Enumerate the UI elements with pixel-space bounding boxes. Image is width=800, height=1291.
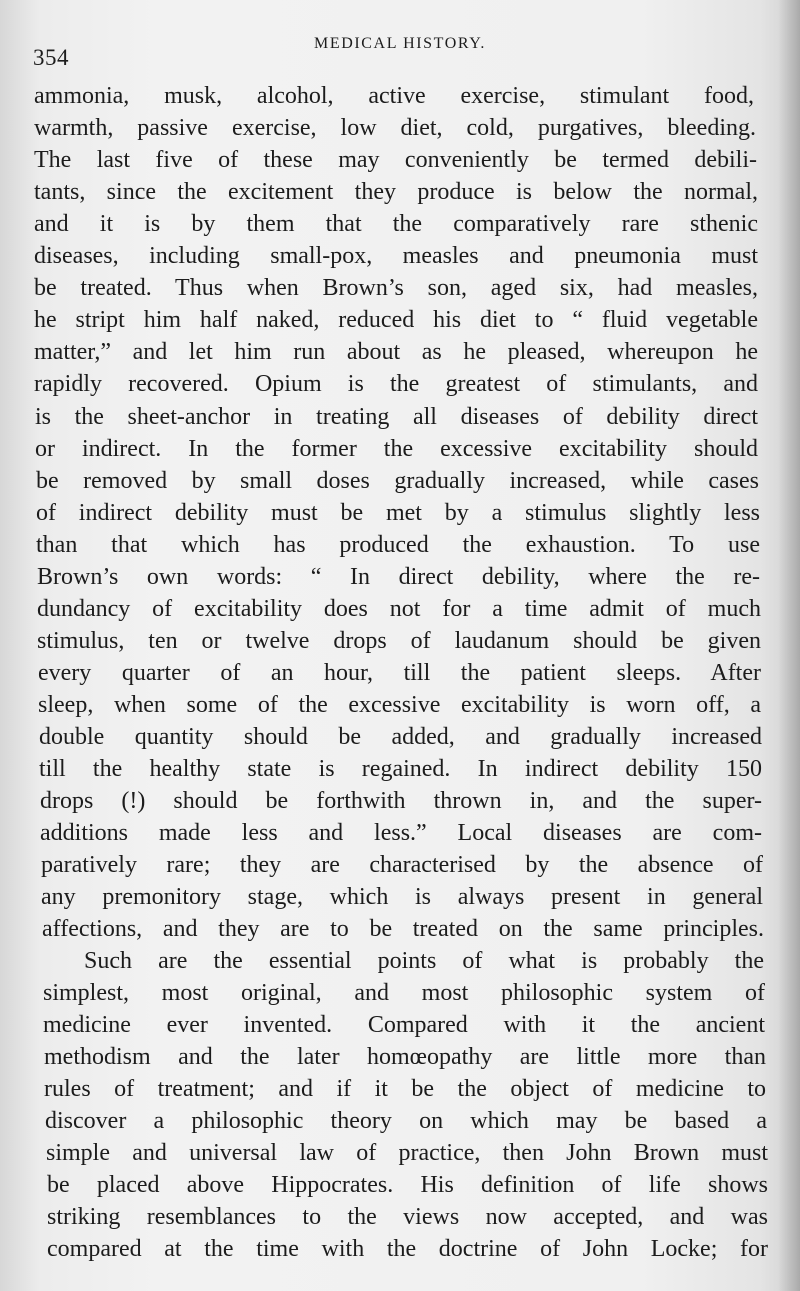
text-line: rapidly recovered. Opium is the greatest of stimulants, and <box>34 371 758 397</box>
text-line: ammonia, musk, alcohol, active exercise, stimulant food, <box>34 83 754 109</box>
text-line: till the healthy state is regained. In indirect debility 150 <box>39 756 762 782</box>
text-line: diseases, including small-pox, measles and pneumonia must <box>34 243 758 269</box>
text-line: additions made less and less.” Local diseases are com- <box>40 820 762 846</box>
text-line: striking resemblances to the views now accepted, and was <box>47 1204 768 1230</box>
page-number: 354 <box>33 45 69 70</box>
text-line: discover a philosophic theory on which may be based a <box>45 1108 767 1134</box>
text-line: The last five of these may conveniently be termed debili- <box>34 147 757 173</box>
text-line: be removed by small doses gradually increased, while cases <box>36 468 759 494</box>
text-line: of indirect debility must be met by a stimulus slightly less <box>36 500 760 526</box>
text-line: be treated. Thus when Brown’s son, aged six, had measles, <box>34 275 758 301</box>
text-line: warmth, passive exercise, low diet, cold, purgatives, bleeding. <box>34 115 756 141</box>
text-line: matter,” and let him run about as he pleased, whereupon he <box>34 339 758 365</box>
text-line: rules of treatment; and if it be the object of medicine to <box>44 1076 766 1102</box>
text-line: stimulus, ten or twelve drops of laudanum should be given <box>37 628 761 654</box>
text-line: paratively rare; they are characterised by the absence of <box>41 852 763 878</box>
text-line: every quarter of an hour, till the patient sleeps. After <box>38 660 761 686</box>
text-line: methodism and the later homœopathy are little more than <box>44 1044 766 1070</box>
text-line: be placed above Hippocrates. His definition of life shows <box>47 1172 768 1198</box>
text-line: than that which has produced the exhaustion. To use <box>36 532 760 558</box>
text-line: any premonitory stage, which is always present in general <box>41 884 763 910</box>
text-line: simple and universal law of practice, then John Brown must <box>46 1140 768 1166</box>
text-line: tants, since the excitement they produce is below the normal, <box>34 179 758 205</box>
text-line: compared at the time with the doctrine of John Locke; for <box>47 1236 768 1262</box>
text-line: Such are the essential points of what is probably the <box>84 948 764 974</box>
text-line: double quantity should be added, and gradually increased <box>39 724 762 750</box>
text-line: and it is by them that the comparatively rare sthenic <box>34 211 758 237</box>
text-line: drops (!) should be forthwith thrown in, and the super- <box>40 788 762 814</box>
text-line: dundancy of excitability does not for a time admit of much <box>37 596 761 622</box>
text-line: simplest, most original, and most philosophic system of <box>43 980 765 1006</box>
text-line: affections, and they are to be treated on the same principles. <box>42 916 764 942</box>
text-line: is the sheet-anchor in treating all diseases of debility direct <box>35 404 758 430</box>
text-line: medicine ever invented. Compared with it the ancient <box>43 1012 765 1038</box>
text-line: sleep, when some of the excessive excitability is worn off, a <box>38 692 761 718</box>
text-line: or indirect. In the former the excessive excitability should <box>35 436 758 462</box>
text-line: he stript him half naked, reduced his diet to “ fluid vegetable <box>34 307 758 333</box>
text-line: Brown’s own words: “ In direct debility, where the re- <box>37 564 760 590</box>
running-title: MEDICAL HISTORY. <box>314 35 486 52</box>
